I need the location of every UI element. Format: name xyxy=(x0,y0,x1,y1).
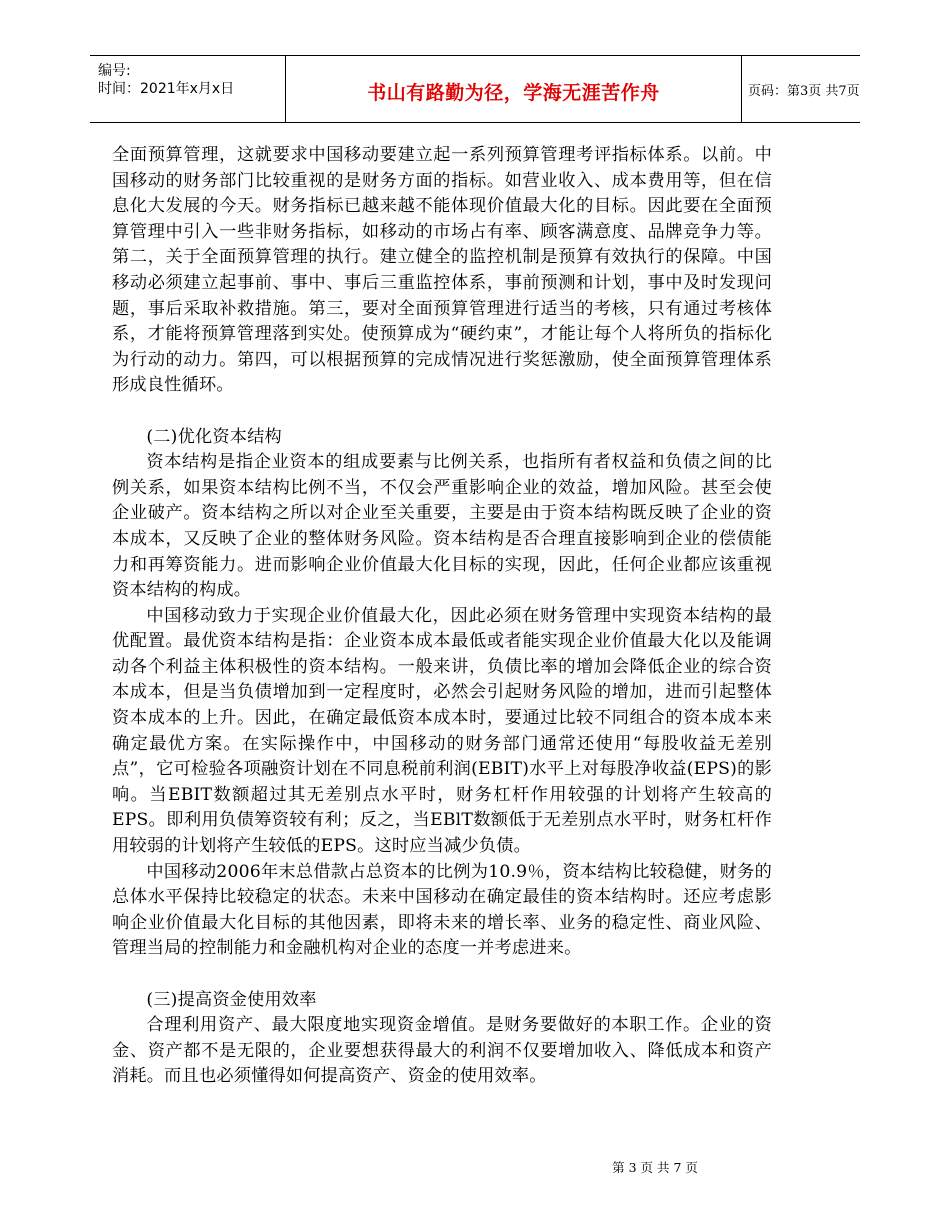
header-page-cell xyxy=(740,56,860,122)
paragraph-optimal-structure: 中国移动致力于实现企业价值最大化，因此必须在财务管理中实现资本结构的最优配置。最优资本结构是指：企业资本成本最低或者能实现企业价值最大化以及能调动各个利益主体积极性的资本结构。一般来讲，负债比率的增加会降低企业的综合资本成本，但是当负债增加到一定程度时，必然会引起财务风险的增加，进而引起整体资本成本的上升。因此，在确定最低资本成本时，要通过比较不同组合的资本成本来确定最优方案。在实际操作中，中国移动的财务部门通常还使用“每股收益无差别点”，它可检验各项融资计划在不同息税前利润(EBIT)水平上对每股净收益(EPS)的影响。当EBIT数额超过其无差别点水平时，财务杠杆作用较强的计划将产生较高的EPS。即利用负债筹资较有利；反之，当EBlT数额低于无差别点水平时，财务杠杆作用较弱的计划将产生较低的EPS。这时应当减少负债。 xyxy=(112,605,772,857)
document-number-label: 编号: xyxy=(98,63,131,79)
footer-page-number: 第 3 页 共 7 页 xyxy=(612,1160,698,1175)
header-info-cell xyxy=(90,56,285,122)
paragraph-debt-ratio: 中国移动2006年末总借款占总资本的比例为10.9％，资本结构比较稳健，财务的总体水平保持比较稳定的状态。未来中国移动在确定最佳的资本结构时。还应考虑影响企业价值最大化目标的其他因素，即将未来的增长率、业务的稳定性、商业风险、管理当局的控制能力和金融机构对企业的态度一并考虑进来。 xyxy=(112,861,772,959)
page-header xyxy=(90,55,860,123)
section-heading-capital-structure: (二)优化资本结构 xyxy=(146,426,282,447)
section-heading-fund-efficiency: (三)提高资金使用效率 xyxy=(146,989,317,1010)
paragraph-capital-structure-definition: 资本结构是指企业资本的组成要素与比例关系，也指所有者权益和负债之间的比例关系，如果资本结构比例不当，不仅会严重影响企业的效益，增加风险。甚至会使企业破产。资本结构之所以对企业至关重要，主要是由于资本结构既反映了企业的资本成本，又反映了企业的整体财务风险。资本结构是否合理直接影响到企业的偿债能力和再筹资能力。进而影响企业价值最大化目标的实现，因此，任何企业都应该重视资本结构的构成。 xyxy=(112,452,772,601)
header-motto: 书山有路勤为径，学海无涯苦作舟 xyxy=(367,82,660,104)
header-motto-cell xyxy=(285,56,742,122)
document-time-label: 时间：2021年x月x日 xyxy=(98,81,235,97)
page-footer xyxy=(0,1158,950,1176)
paragraph-budget: 全面预算管理，这就要求中国移动要建立起一系列预算管理考评指标体系。以前。中国移动的财务部门比较重视的是财务方面的指标。如营业收入、成本费用等，但在信息化大发展的今天。财务指标已越来越不能体现价值最大化的目标。因此要在全面预算管理中引入一些非财务指标，如移动的市场占有率、顾客满意度、品牌竞争力等。第二，关于全面预算管理的执行。建立健全的监控机制是预算有效执行的保障。中国移动必须建立起事前、事中、事后三重监控体系，事前预测和计划，事中及时发现问题，事后采取补救措施。第三，要对全面预算管理进行适当的考核，只有通过考核体系，才能将预算管理落到实处。使预算成为“硬约束”，才能让每个人将所负的指标化为行动的动力。第四，可以根据预算的完成情况进行奖惩激励，使全面预算管理体系形成良性循环。 xyxy=(112,145,772,396)
document-body xyxy=(112,143,772,1090)
paragraph-fund-efficiency: 合理利用资产、最大限度地实现资金增值。是财务要做好的本职工作。企业的资金、资产都不是无限的，企业要想获得最大的利润不仅要增加收入、降低成本和资产消耗。而且也必须懂得如何提高资产、资金的使用效率。 xyxy=(112,1015,772,1087)
header-page-label: 页码：第3页 共7页 xyxy=(748,84,860,99)
